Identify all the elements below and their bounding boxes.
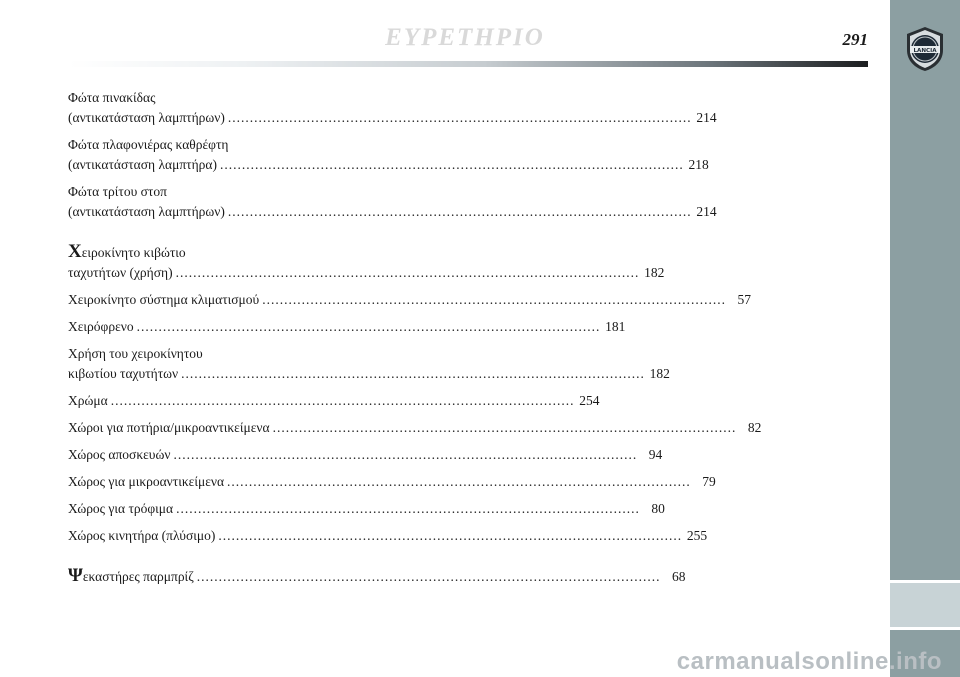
- header-rule: [68, 61, 868, 67]
- dot-leader: ..........................................................................................................: [136, 319, 601, 334]
- index-entry: [68, 135, 709, 175]
- index-entry: [68, 182, 717, 222]
- page-title: ΕΥΡΕΤΗΡΙΟ: [385, 24, 545, 51]
- index-entry: [68, 391, 600, 411]
- entry-page: 68: [672, 569, 686, 584]
- entry-title: Φώτα πινακίδας: [68, 90, 156, 105]
- entry-page: 255: [686, 528, 708, 543]
- index-entry: [68, 344, 670, 384]
- dot-leader: ..........................................................................................................: [196, 569, 661, 584]
- logo-text: LANCIA: [913, 48, 937, 54]
- entry-title: Χώρος κινητήρα (πλύσιμο): [68, 528, 216, 543]
- index-entry: [68, 445, 663, 465]
- entry-title: Χώρος για τρόφιμα: [68, 501, 174, 516]
- section-initial: Ψ: [68, 565, 83, 586]
- entry-title: Χρήση του χειροκίνητου: [68, 346, 203, 361]
- index-entry: [68, 241, 665, 283]
- dot-leader: ..........................................................................................................: [262, 292, 726, 307]
- entry-page: 80: [651, 501, 665, 516]
- index-entry: [68, 472, 716, 492]
- entry-page: 182: [644, 265, 665, 280]
- index-list: [68, 88, 762, 587]
- entry-subtitle: κιβωτίου ταχυτήτων: [68, 366, 179, 381]
- index-entry: [68, 317, 626, 337]
- entry-page: 57: [737, 292, 751, 307]
- entry-title: Χώρος για μικροαντικείμενα: [68, 474, 225, 489]
- entry-title: ειροκίνητο κιβώτιο: [81, 245, 186, 260]
- dot-leader: ..........................................................................................................: [227, 110, 692, 125]
- entry-subtitle: (αντικατάσταση λαμπτήρων): [68, 204, 225, 219]
- entry-page: 82: [747, 420, 762, 435]
- entry-subtitle: (αντικατάσταση λαμπτήρα): [68, 157, 217, 172]
- index-entry: [68, 499, 665, 519]
- entry-title: Χειρόφρενο: [68, 319, 134, 334]
- entry-page: 214: [696, 204, 717, 219]
- entry-page: 94: [648, 447, 663, 462]
- dot-leader: ..........................................................................................................: [173, 447, 638, 462]
- side-panel: [890, 0, 960, 677]
- entry-title: Χρώμα: [68, 393, 108, 408]
- entry-page: 182: [649, 366, 670, 381]
- entry-subtitle: ταχυτήτων (χρήση): [68, 265, 173, 280]
- dot-leader: ..........................................................................................................: [218, 528, 683, 543]
- entry-page: 79: [702, 474, 716, 489]
- index-entry: [68, 526, 708, 546]
- dot-leader: ..........................................................................................................: [272, 420, 737, 435]
- dot-leader: ..........................................................................................................: [175, 265, 640, 280]
- entry-page: 181: [605, 319, 626, 334]
- index-entry: [68, 290, 751, 310]
- dot-leader: ..........................................................................................................: [181, 366, 645, 381]
- entry-title: Χώροι για ποτήρια/μικροαντικείμενα: [68, 420, 270, 435]
- side-separator: [890, 627, 960, 630]
- index-entry: [68, 418, 762, 438]
- watermark: carmanualsonline.info: [676, 648, 942, 675]
- entry-page: 254: [579, 393, 600, 408]
- entry-page: 214: [696, 110, 717, 125]
- lancia-logo-icon: [905, 26, 945, 72]
- dot-leader: ..........................................................................................................: [227, 474, 691, 489]
- dot-leader: ..........................................................................................................: [110, 393, 575, 408]
- index-entry: [68, 88, 717, 128]
- dot-leader: ..........................................................................................................: [227, 204, 692, 219]
- entry-title: Χώρος αποσκευών: [68, 447, 171, 462]
- index-entry: [68, 565, 686, 587]
- entry-title: εκαστήρες παρμπρίζ: [82, 569, 194, 584]
- entry-page: 218: [688, 157, 709, 172]
- side-tab-box: [890, 583, 960, 627]
- entry-title: Φώτα πλαφονιέρας καθρέφτη: [68, 137, 229, 152]
- entry-title: Χειροκίνητο σύστημα κλιματισμού: [68, 292, 260, 307]
- entry-title: Φώτα τρίτου στοπ: [68, 184, 167, 199]
- section-initial: Χ: [68, 241, 82, 262]
- dot-leader: ..........................................................................................................: [176, 501, 640, 516]
- entry-subtitle: (αντικατάσταση λαμπτήρων): [68, 110, 225, 125]
- page-number: 291: [842, 30, 868, 49]
- dot-leader: ..........................................................................................................: [219, 157, 684, 172]
